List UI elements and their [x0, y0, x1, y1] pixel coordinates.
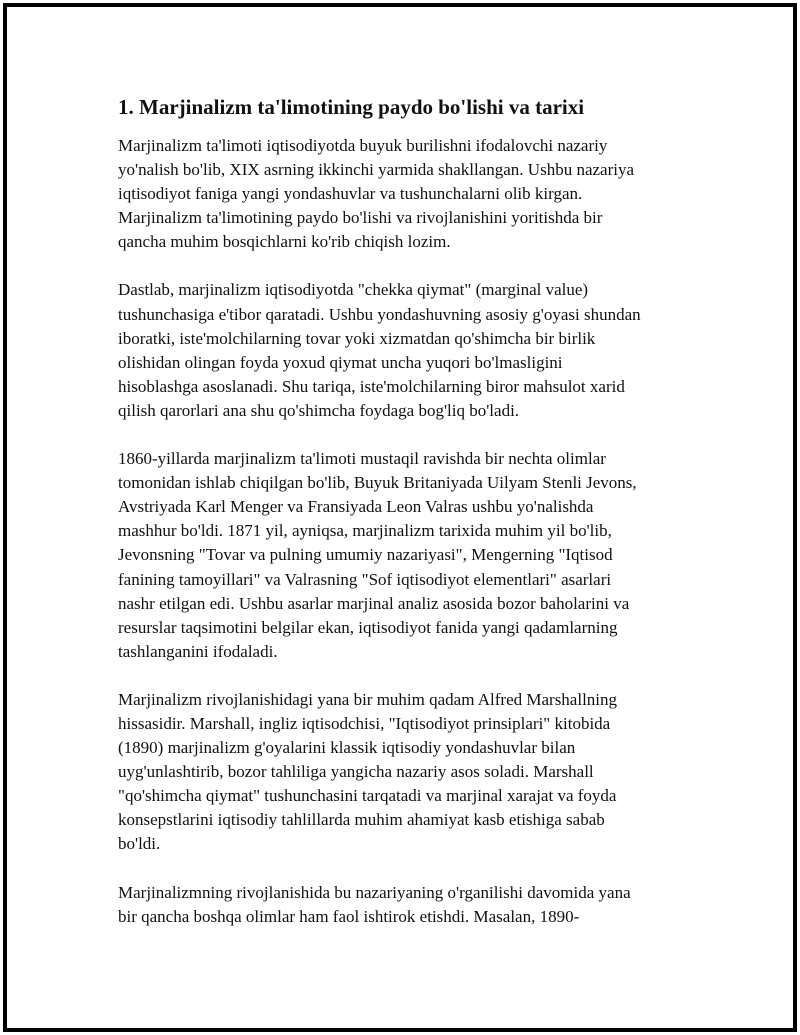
paragraph-line: hissasidir. Marshall, ingliz iqtisodchisi, "Iqtisodiyot prinsiplari" kitobida [118, 713, 611, 733]
paragraph-line: fanining tamoyillari" va Valrasning "Sof iqtisodiyot elementlari" asarlari [118, 569, 612, 589]
paragraph-line: bo'ldi. [118, 834, 161, 854]
paragraph [118, 278, 718, 423]
paragraph-line: qancha muhim bosqichlarni ko'rib chiqish lozim. [118, 232, 451, 252]
paragraph-line: uyg'unlashtirib, bozor tahliliga yangicha nazariy asos soladi. Marshall [118, 762, 594, 782]
paragraph [118, 688, 718, 857]
paragraph-line: tomonidan ishlab chiqilgan bo'lib, Buyuk Britaniyada Uilyam Stenli Jevons, [118, 473, 637, 493]
paragraph-line: mashhur bo'ldi. 1871 yil, ayniqsa, marjinalizm tarixida muhim yil bo'lib, [118, 521, 612, 541]
paragraph [118, 134, 718, 254]
paragraph-line: 1860-yillarda marjinalizm ta'limoti mustaqil ravishda bir nechta olimlar [118, 449, 606, 469]
paragraph-line: hisoblashga asoslanadi. Shu tariqa, iste'molchilarning biror mahsulot xarid [118, 376, 625, 396]
paragraph-line: olishidan olingan foyda yoxud qiymat uncha yuqori bo'lmasligini [118, 352, 563, 372]
paragraph-line: Marjinalizm ta'limoti iqtisodiyotda buyuk burilishni ifodalovchi nazariy [118, 136, 608, 155]
section-heading: 1. Marjinalizm ta'limotining paydo bo'lishi va tarixi [118, 95, 585, 119]
paragraph-line: resurslar taqsimotini belgilar ekan, iqtisodiyot fanida yangi qadamlarning [118, 617, 618, 637]
paragraph [118, 881, 718, 929]
paragraph-line: yo'nalish bo'lib, XIX asrning ikkinchi yarmida shakllangan. Ushbu nazariya [118, 160, 635, 180]
paragraph-line: bir qancha boshqa olimlar ham faol ishtirok etishdi. Masalan, 1890- [118, 906, 580, 926]
paragraph-line: tushunchasiga e'tibor qaratadi. Ushbu yondashuvning asosiy g'oyasi shundan [118, 304, 641, 324]
paragraph-line: Avstriyada Karl Menger va Fransiyada Leon Valras ushbu yo'nalishda [118, 497, 594, 517]
paragraph-line: Marjinalizm ta'limotining paydo bo'lishi va rivojlanishini yoritishda bir [118, 208, 603, 228]
paragraph-line: Marjinalizm rivojlanishidagi yana bir muhim qadam Alfred Marshallning [118, 689, 618, 709]
paragraph-line: konsepstlarini iqtisodiy tahlillarda muhim ahamiyat kasb etishiga sabab [118, 810, 605, 830]
paragraph-line: Dastlab, marjinalizm iqtisodiyotda "chekka qiymat" (marginal value) [118, 280, 589, 300]
paragraph-line: (1890) marjinalizm g'oyalarini klassik iqtisodiy yondashuvlar bilan [118, 738, 576, 758]
paragraph-line: iboratki, iste'molchilarning tovar yoki xizmatdan qo'shimcha bir birlik [118, 328, 596, 348]
paragraph-list [118, 134, 718, 929]
paragraph-line: tashlanganini ifodaladi. [118, 641, 278, 661]
paragraph-line: "qo'shimcha qiymat" tushunchasini tarqatadi va marjinal xarajat va foyda [118, 786, 617, 806]
paragraph-line: nashr etilgan edi. Ushbu asarlar marjinal analiz asosida bozor baholarini va [118, 593, 630, 613]
paragraph-line: iqtisodiyot faniga yangi yondashuvlar va tushunchalarni olib kirgan. [118, 184, 583, 204]
document-body [118, 92, 718, 953]
paragraph-line: Marjinalizmning rivojlanishida bu nazariyaning o'rganilishi davomida yana [118, 882, 631, 902]
paragraph [118, 447, 718, 664]
paragraph-line: qilish qarorlari ana shu qo'shimcha foydaga bog'liq bo'ladi. [118, 400, 520, 420]
paragraph-line: Jevonsning "Tovar va pulning umumiy nazariyasi", Mengerning "Iqtisod [118, 545, 613, 565]
